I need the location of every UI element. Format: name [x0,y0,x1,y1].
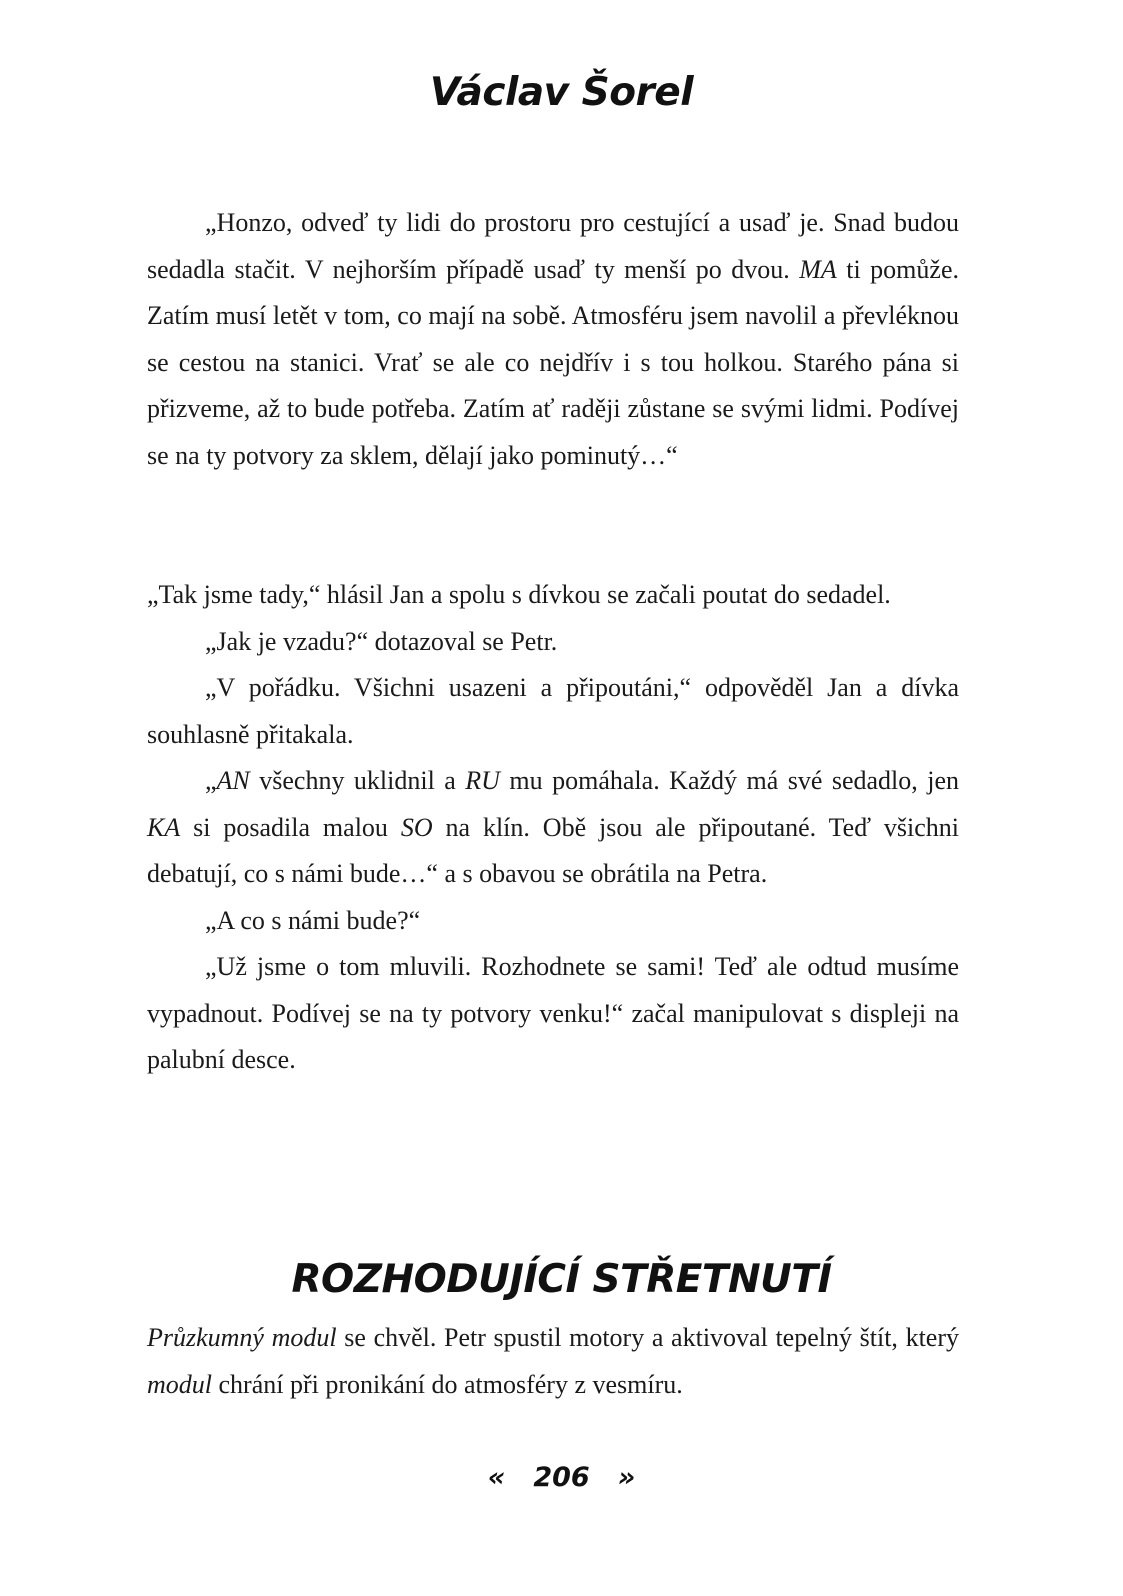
paragraph: „V pořádku. Všichni usazeni a připoutáni,“ odpověděl Jan a dívka souhlasně přitakala. [147,673,959,749]
right-guillemet: » [617,1462,636,1493]
italic-term: modul [147,1369,212,1399]
chapter-title: ROZHODUJÍCÍ STŘETNUTÍ [291,1257,832,1302]
paragraph: „Tak jsme tady,“ hlásil Jan a spolu s dívkou se začali poutat do sedadel. [147,580,891,609]
paragraph: „Jak je vzadu?“ dotazoval se Petr. [205,626,558,656]
italic-name: RU [465,766,500,795]
paragraph: „A co s námi bude?“ [205,905,421,935]
text-run: na klín. Obě jsou ale připoutané. Teď všichni debatují, co s námi bude…“ a s obavou se obrátila na Petra. [147,812,960,888]
text-run: chrání při pronikání do atmosféry z vesmíru. [212,1369,683,1399]
text-run: se chvěl. Petr spustil motory a aktivoval tepelný štít, který [336,1323,959,1352]
text-run: všechny uklidnil a [249,766,466,795]
paragraph [147,758,959,898]
text-block-chapter [147,1315,959,1408]
italic-name: MA [799,254,837,284]
text-block-dialogue [147,572,959,1084]
italic-term: Průzkumný modul [147,1323,337,1352]
italic-name: AN [216,766,250,795]
left-guillemet: « [487,1462,506,1493]
text-block-top [147,200,959,479]
paragraph [147,1315,959,1408]
running-head: Václav Šorel [429,70,694,115]
text-run: „Honzo, odveď ty lidi do prostoru pro cestující a usaď je. Snad budou sedadla stačit. V nejhorším případě usaď ty menší po dvou. [147,208,959,284]
italic-name: KA [147,812,181,842]
text-run: „ [205,766,217,795]
page-number-footer [0,1462,1123,1493]
paragraph [147,200,959,479]
text-run: ti pomůže. Zatím musí letět v tom, co mají na sobě. Atmosféru jsem navolil a převléknou se cestou na stanici. Vrať se ale co nejdřív i s tou holkou. Starého pána si přizveme, až to bude potřeba. Zatím ať raději zůstane se svými lidmi. Podívej se na ty potvory za sklem, dělají jako pominutý…“ [147,254,959,470]
text-run: mu pomáhala. Každý má své sedadlo, jen [499,766,959,795]
italic-name: SO [400,812,433,842]
paragraph: „Už jsme o tom mluvili. Rozhodnete se sami! Teď ale odtud musíme vypadnout. Podívej se na ty potvory venku!“ začal manipulovat s displeji na palubní desce. [147,952,959,1074]
text-run: si posadila malou [180,812,401,842]
page-number: 206 [533,1462,590,1493]
